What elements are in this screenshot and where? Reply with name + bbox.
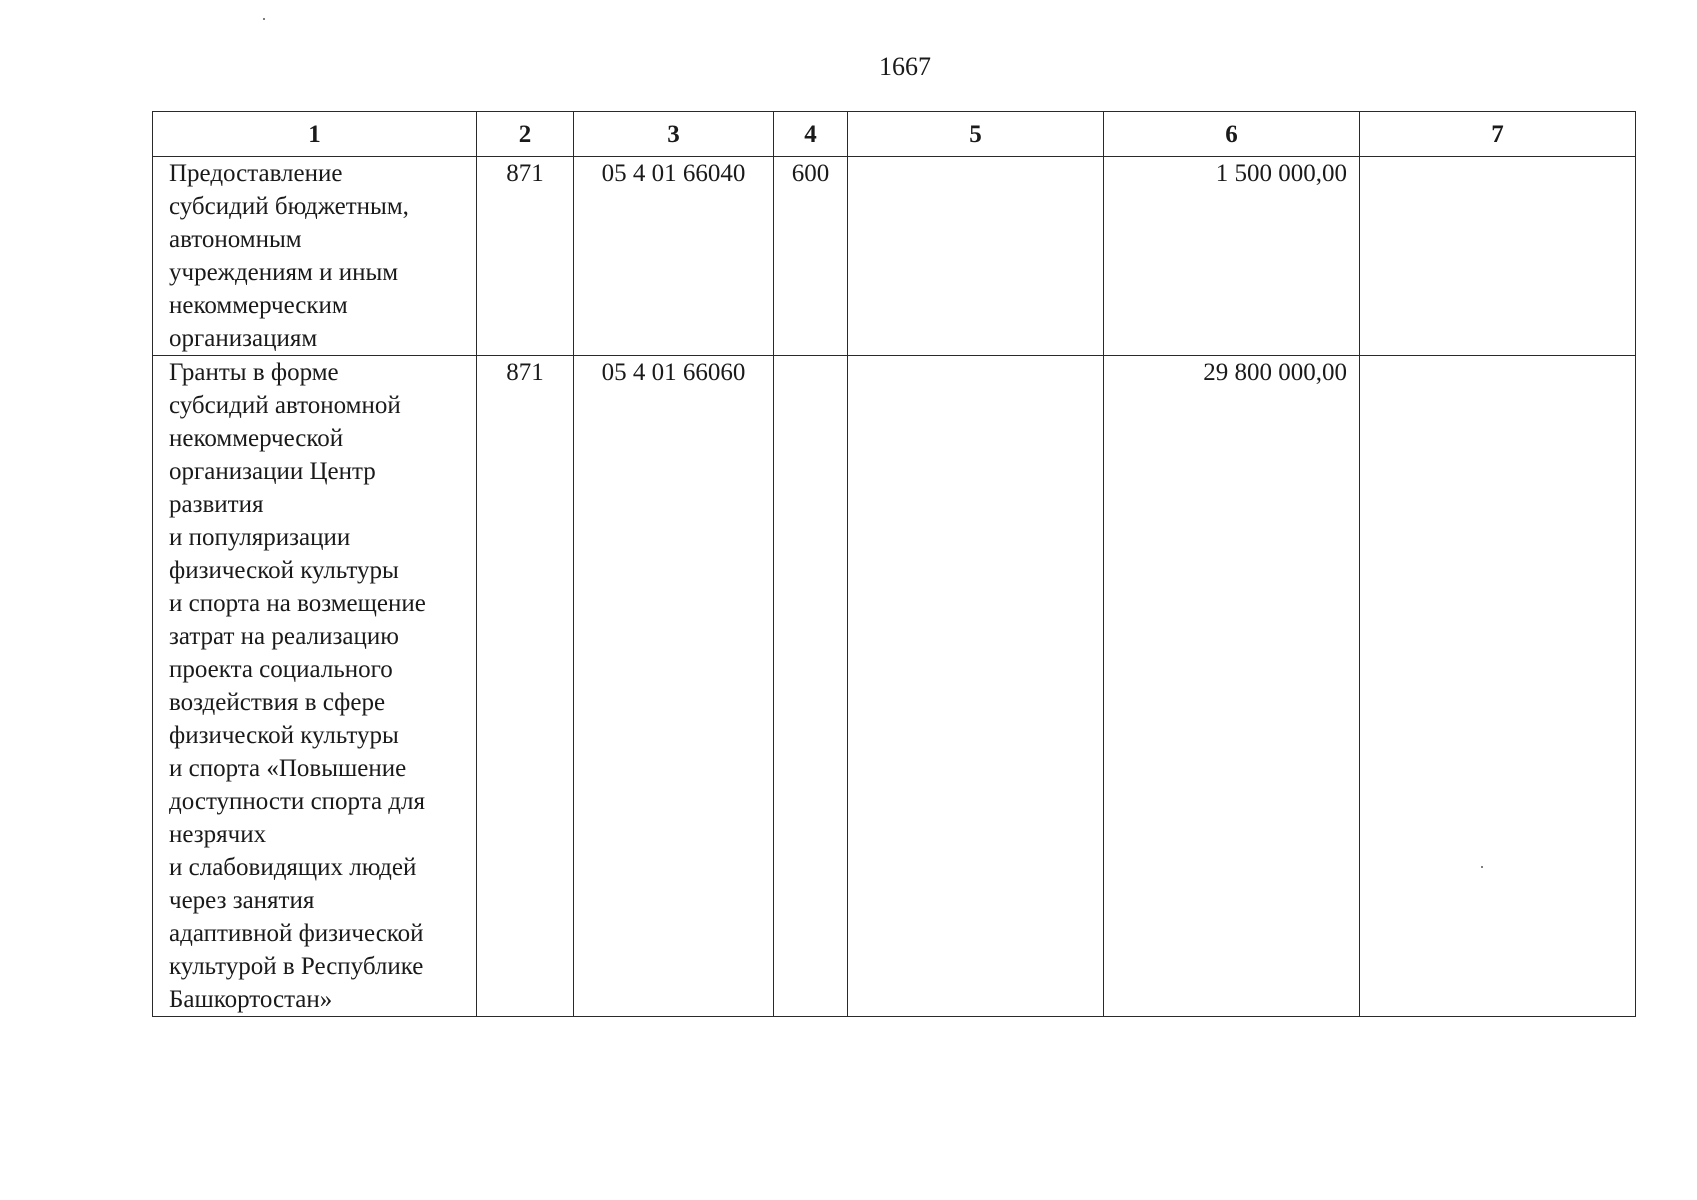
table-body [153, 157, 1636, 1017]
row-name-line: организации Центр [169, 458, 376, 485]
column-header-5: 5 [848, 112, 1104, 157]
amount-cell: 1 500 000,00 [1104, 157, 1360, 356]
scan-speck [1481, 866, 1483, 868]
row-name-line: субсидий автономной [169, 392, 401, 419]
department-code-cell: 871 [477, 157, 574, 356]
column-header-3: 3 [574, 112, 774, 157]
target-item-code-cell: 05 4 01 66040 [574, 157, 774, 356]
target-item-code-cell: 05 4 01 66060 [574, 356, 774, 1017]
row-name-line: и слабовидящих людей [169, 854, 417, 881]
row-name-line: Гранты в форме [169, 359, 339, 386]
budget-table [152, 111, 1636, 1017]
row-name-line: физической культуры [169, 557, 399, 584]
row-name-cell [153, 356, 477, 1017]
expense-type-cell [774, 356, 848, 1017]
amount-cell: 29 800 000,00 [1104, 356, 1360, 1017]
row-name-line: некоммерческой [169, 425, 344, 452]
row-name-line: Предоставление [169, 160, 343, 187]
row-name-line: проекта социального [169, 656, 393, 683]
column-header-4: 4 [774, 112, 848, 157]
row-name-line: организациям [169, 325, 318, 352]
row-name-line: развития [169, 491, 264, 518]
page-number: 1667 [879, 52, 931, 81]
column-7-cell [1360, 356, 1636, 1017]
row-name-line: и спорта на возмещение [169, 590, 426, 617]
column-5-cell [848, 157, 1104, 356]
row-name-line: физической культуры [169, 722, 399, 749]
table-row [153, 157, 1636, 356]
row-name-line: доступности спорта для [169, 788, 425, 815]
row-name-line: культурой в Республике [169, 953, 424, 980]
row-name-line: Башкортостан» [169, 986, 333, 1013]
column-header-2: 2 [477, 112, 574, 157]
row-name-line: автономным [169, 226, 302, 253]
column-header-1: 1 [153, 112, 477, 157]
row-name-line: и популяризации [169, 524, 351, 551]
row-name-line: воздействия в сфере [169, 689, 386, 716]
row-name-line: учреждениям и иным [169, 259, 399, 286]
row-name-line: и спорта «Повышение [169, 755, 407, 782]
column-7-cell [1360, 157, 1636, 356]
expense-type-cell: 600 [774, 157, 848, 356]
row-name-line: субсидий бюджетным, [169, 193, 409, 220]
row-name-line: некоммерческим [169, 292, 348, 319]
row-name-line: незрячих [169, 821, 267, 848]
row-name-line: через занятия [169, 887, 315, 914]
column-header-7: 7 [1360, 112, 1636, 157]
row-name-line: адаптивной физической [169, 920, 424, 947]
column-header-6: 6 [1104, 112, 1360, 157]
scan-speck [263, 18, 265, 20]
column-5-cell [848, 356, 1104, 1017]
table-row [153, 356, 1636, 1017]
row-name-cell [153, 157, 477, 356]
department-code-cell: 871 [477, 356, 574, 1017]
row-name-line: затрат на реализацию [169, 623, 399, 650]
table-header-row [153, 112, 1636, 157]
